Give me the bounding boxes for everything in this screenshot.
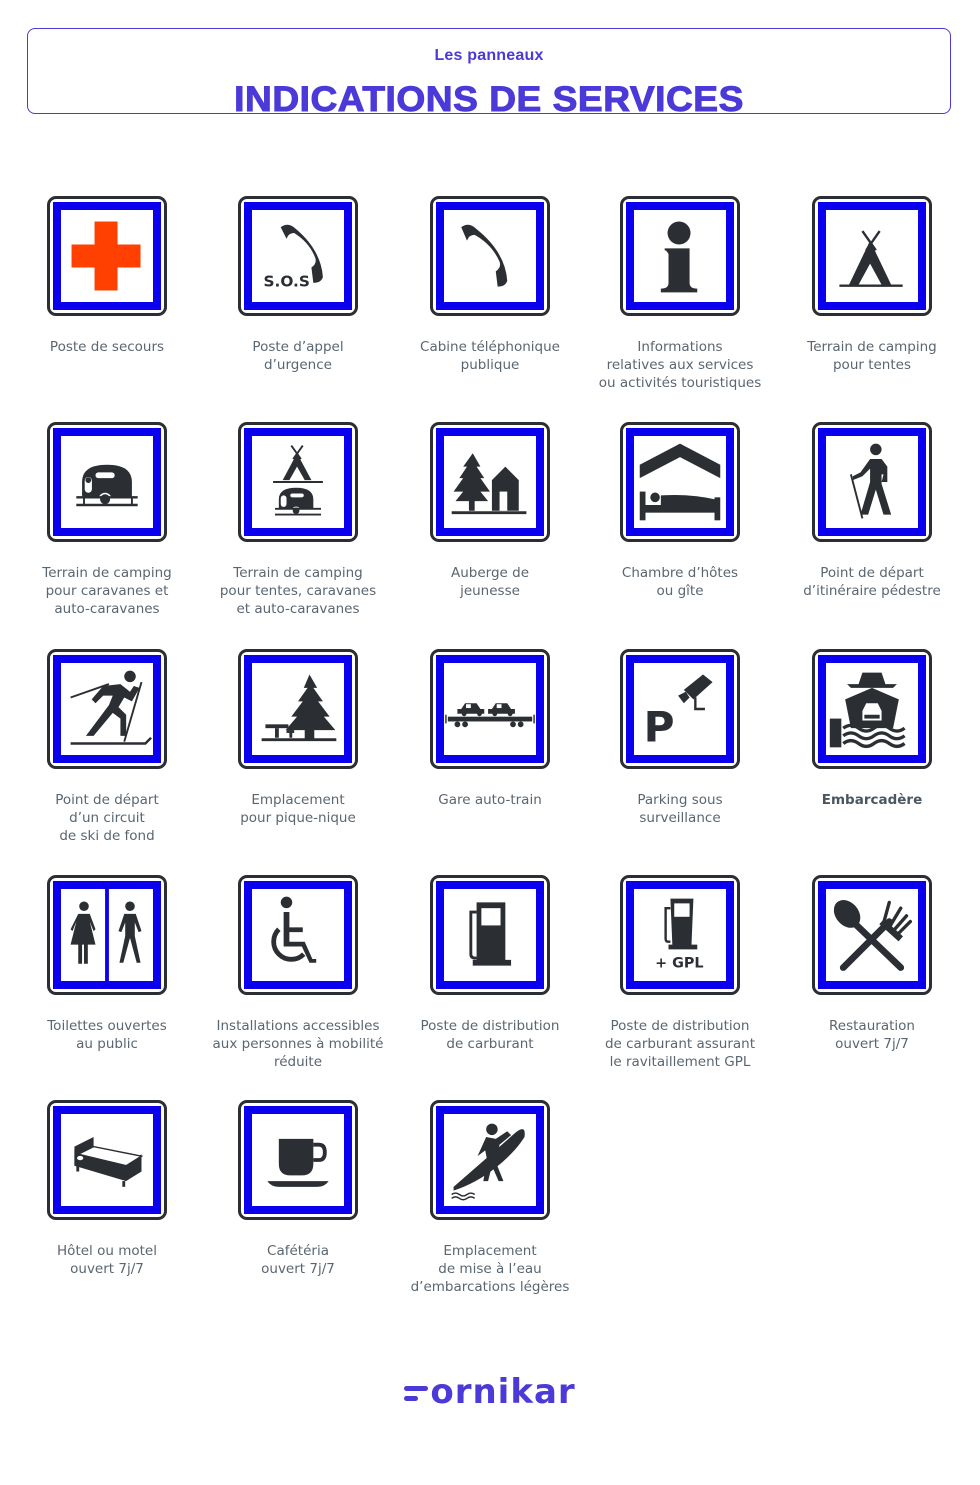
car-train-icon: [444, 663, 536, 755]
road-sign: [47, 875, 167, 995]
sign-label-line: Chambre d’hôtes: [621, 565, 739, 581]
sign-card: [400, 196, 580, 374]
sign-label-line: Point de départ: [55, 792, 159, 808]
sign-card: [590, 649, 770, 827]
sign-label: [17, 1242, 197, 1278]
sign-label: [208, 1242, 388, 1278]
sign-label: [782, 564, 962, 600]
road-sign: [430, 1100, 550, 1220]
sign-card: [208, 875, 388, 1071]
sign-card: [17, 422, 197, 618]
sign-blue-frame: [626, 202, 734, 310]
road-sign: [430, 649, 550, 769]
information-icon: [634, 210, 726, 302]
sign-label-line: Embarcadère: [821, 792, 923, 808]
ferry-icon: [826, 663, 918, 755]
sign-label-line: Restauration: [829, 1018, 915, 1034]
sign-blue-frame: [626, 655, 734, 763]
road-sign: [430, 422, 550, 542]
sign-label: [17, 338, 197, 356]
road-sign: [430, 875, 550, 995]
sign-card: [400, 649, 580, 809]
road-sign: [620, 422, 740, 542]
sign-card: [17, 875, 197, 1053]
road-sign: [430, 196, 550, 316]
sign-label: [590, 338, 770, 392]
cross-country-skier-icon: [61, 663, 153, 755]
sign-blue-frame: [436, 655, 544, 763]
phone-handset-icon: [444, 210, 536, 302]
sign-label-line: Installations accessibles: [216, 1018, 380, 1034]
sign-label-line: Terrain de camping: [42, 565, 172, 581]
sign-card: [400, 1100, 580, 1296]
sign-label-line: ouvert 7j/7: [835, 1036, 909, 1052]
sign-card: [400, 875, 580, 1053]
sign-card: [782, 422, 962, 600]
sign-card: [17, 196, 197, 356]
sign-card: [208, 1100, 388, 1278]
road-sign: [238, 1100, 358, 1220]
sign-blue-frame: [53, 881, 161, 989]
sign-blue-frame: [244, 1106, 352, 1214]
sign-card: [782, 875, 962, 1053]
caravan-icon: [61, 436, 153, 528]
sign-blue-frame: [818, 655, 926, 763]
road-sign: [620, 875, 740, 995]
sign-blue-frame: [53, 202, 161, 310]
sign-label-line: Informations: [637, 339, 723, 355]
road-sign: [812, 422, 932, 542]
sign-blue-frame: [626, 428, 734, 536]
sign-label-line: de carburant: [446, 1036, 534, 1052]
sign-label: [782, 1017, 962, 1053]
sign-label-line: d’embarcations légères: [410, 1279, 570, 1295]
sign-blue-frame: [818, 202, 926, 310]
sign-label-line: d’itinéraire pédestre: [803, 583, 941, 599]
toilets-icon: [61, 889, 153, 981]
youth-hostel-icon: [444, 436, 536, 528]
sign-label-line: d’urgence: [264, 357, 332, 373]
sign-label-line: ouvert 7j/7: [261, 1261, 335, 1277]
sign-label-line: Terrain de camping: [807, 339, 937, 355]
sign-card: [782, 649, 962, 809]
sign-label: [17, 1017, 197, 1053]
sign-card: [208, 196, 388, 374]
sign-blue-frame: [244, 655, 352, 763]
sign-blue-frame: [818, 881, 926, 989]
coffee-cup-icon: [252, 1114, 344, 1206]
sign-blue-frame: [626, 881, 734, 989]
sign-label-line: Auberge de: [450, 565, 530, 581]
sign-label-line: au public: [76, 1036, 138, 1052]
sign-blue-frame: [436, 881, 544, 989]
sign-label: [400, 791, 580, 809]
sign-label-line: ouvert 7j/7: [70, 1261, 144, 1277]
sign-blue-frame: [244, 202, 352, 310]
canoe-carrier-icon: [444, 1114, 536, 1206]
sign-card: [400, 422, 580, 600]
sign-label-line: de ski de fond: [59, 828, 155, 844]
sign-blue-frame: [53, 428, 161, 536]
sign-label: [400, 338, 580, 374]
sign-label-line: de carburant assurant: [604, 1036, 756, 1052]
road-sign: [47, 422, 167, 542]
sign-blue-frame: [436, 1106, 544, 1214]
sign-label-line: d’un circuit: [69, 810, 145, 826]
sign-label-line: Hôtel ou motel: [57, 1243, 157, 1259]
sign-label-line: Poste de distribution: [610, 1018, 750, 1034]
sign-label-line: Poste de secours: [49, 339, 165, 355]
sign-label-line: ou activités touristiques: [598, 375, 762, 391]
road-sign: [238, 875, 358, 995]
spoon-fork-icon: [826, 889, 918, 981]
sign-label-line: Emplacement: [443, 1243, 537, 1259]
sign-label-line: et auto-caravanes: [236, 601, 360, 617]
road-sign: [47, 649, 167, 769]
sign-card: [590, 422, 770, 600]
road-sign: [620, 649, 740, 769]
sign-label: [208, 564, 388, 618]
sign-label-line: pour pique-nique: [240, 810, 356, 826]
sos-phone-icon: [252, 210, 344, 302]
sign-label-line: Emplacement: [251, 792, 345, 808]
road-sign: [812, 875, 932, 995]
sign-label: [590, 564, 770, 600]
sign-card: [17, 649, 197, 845]
road-sign: [47, 196, 167, 316]
sign-label-line: auto-caravanes: [54, 601, 160, 617]
sign-label: [782, 791, 962, 809]
tent-icon: [826, 210, 918, 302]
sign-label: [208, 1017, 388, 1071]
logo-text: ornikar: [430, 1372, 576, 1412]
road-sign: [238, 422, 358, 542]
road-sign: [620, 196, 740, 316]
sign-label-line: de mise à l’eau: [438, 1261, 542, 1277]
wheelchair-icon: [252, 889, 344, 981]
sign-blue-frame: [244, 881, 352, 989]
sign-label-line: surveillance: [639, 810, 721, 826]
svg-text:+ GPL: + GPL: [655, 955, 704, 972]
logo-mark-icon: [404, 1383, 428, 1405]
sign-label-line: pour tentes, caravanes: [219, 583, 377, 599]
sign-label: [208, 791, 388, 827]
sign-label-line: publique: [460, 357, 520, 373]
road-sign: [238, 196, 358, 316]
cctv-parking-icon: [634, 663, 726, 755]
header-box: [27, 28, 951, 119]
sign-label-line: Cafétéria: [267, 1243, 329, 1259]
sign-card: [208, 422, 388, 618]
tent-caravan-icon: [252, 436, 344, 528]
sign-label-line: pour caravanes et: [45, 583, 169, 599]
red-cross-icon: [61, 210, 153, 302]
page-title: INDICATIONS DE SERVICES: [234, 80, 744, 119]
sign-label: [782, 338, 962, 374]
sign-label-line: Poste d’appel: [252, 339, 344, 355]
sign-label-line: Cabine téléphonique: [420, 339, 560, 355]
road-sign: [812, 196, 932, 316]
sign-card: [782, 196, 962, 374]
road-sign: [812, 649, 932, 769]
sign-label: [400, 1242, 580, 1296]
road-sign: [47, 1100, 167, 1220]
sign-label-line: Point de départ: [820, 565, 924, 581]
sign-label-line: ou gîte: [656, 583, 704, 599]
sign-label: [400, 564, 580, 600]
sign-card: [590, 875, 770, 1071]
sign-label-line: Terrain de camping: [233, 565, 363, 581]
sign-label-line: Poste de distribution: [420, 1018, 560, 1034]
sign-blue-frame: [436, 428, 544, 536]
picnic-tree-icon: [252, 663, 344, 755]
guest-house-bed-icon: [634, 436, 726, 528]
sign-card: [208, 649, 388, 827]
sign-label: [400, 1017, 580, 1053]
header-kicker: Les panneaux: [414, 47, 563, 65]
sign-blue-frame: [53, 655, 161, 763]
sign-label-line: Toilettes ouvertes: [47, 1018, 167, 1034]
svg-text:P: P: [643, 702, 675, 752]
sign-label: [17, 791, 197, 845]
hotel-bed-icon: [61, 1114, 153, 1206]
sign-blue-frame: [818, 428, 926, 536]
sign-blue-frame: [244, 428, 352, 536]
sign-card: [17, 1100, 197, 1278]
sign-label-line: aux personnes à mobilité: [212, 1036, 384, 1052]
ornikar-logo[interactable]: [0, 1372, 980, 1412]
sign-label-line: relatives aux services: [606, 357, 754, 373]
sign-label: [208, 338, 388, 374]
sign-label: [590, 791, 770, 827]
sign-label-line: Gare auto-train: [438, 792, 542, 808]
road-sign: [238, 649, 358, 769]
sign-label-line: Parking sous: [637, 792, 723, 808]
sign-label-line: réduite: [273, 1054, 323, 1070]
sign-label-line: pour tentes: [832, 357, 911, 373]
fuel-pump-gpl-icon: [634, 889, 726, 981]
sign-label: [17, 564, 197, 618]
sign-label: [590, 1017, 770, 1071]
sign-label-line: le ravitaillement GPL: [609, 1054, 751, 1070]
svg-text:S.O.S: S.O.S: [263, 272, 310, 291]
fuel-pump-icon: [444, 889, 536, 981]
sign-card: [590, 196, 770, 392]
sign-label-line: jeunesse: [460, 583, 520, 599]
sign-blue-frame: [53, 1106, 161, 1214]
sign-blue-frame: [436, 202, 544, 310]
hiker-icon: [826, 436, 918, 528]
